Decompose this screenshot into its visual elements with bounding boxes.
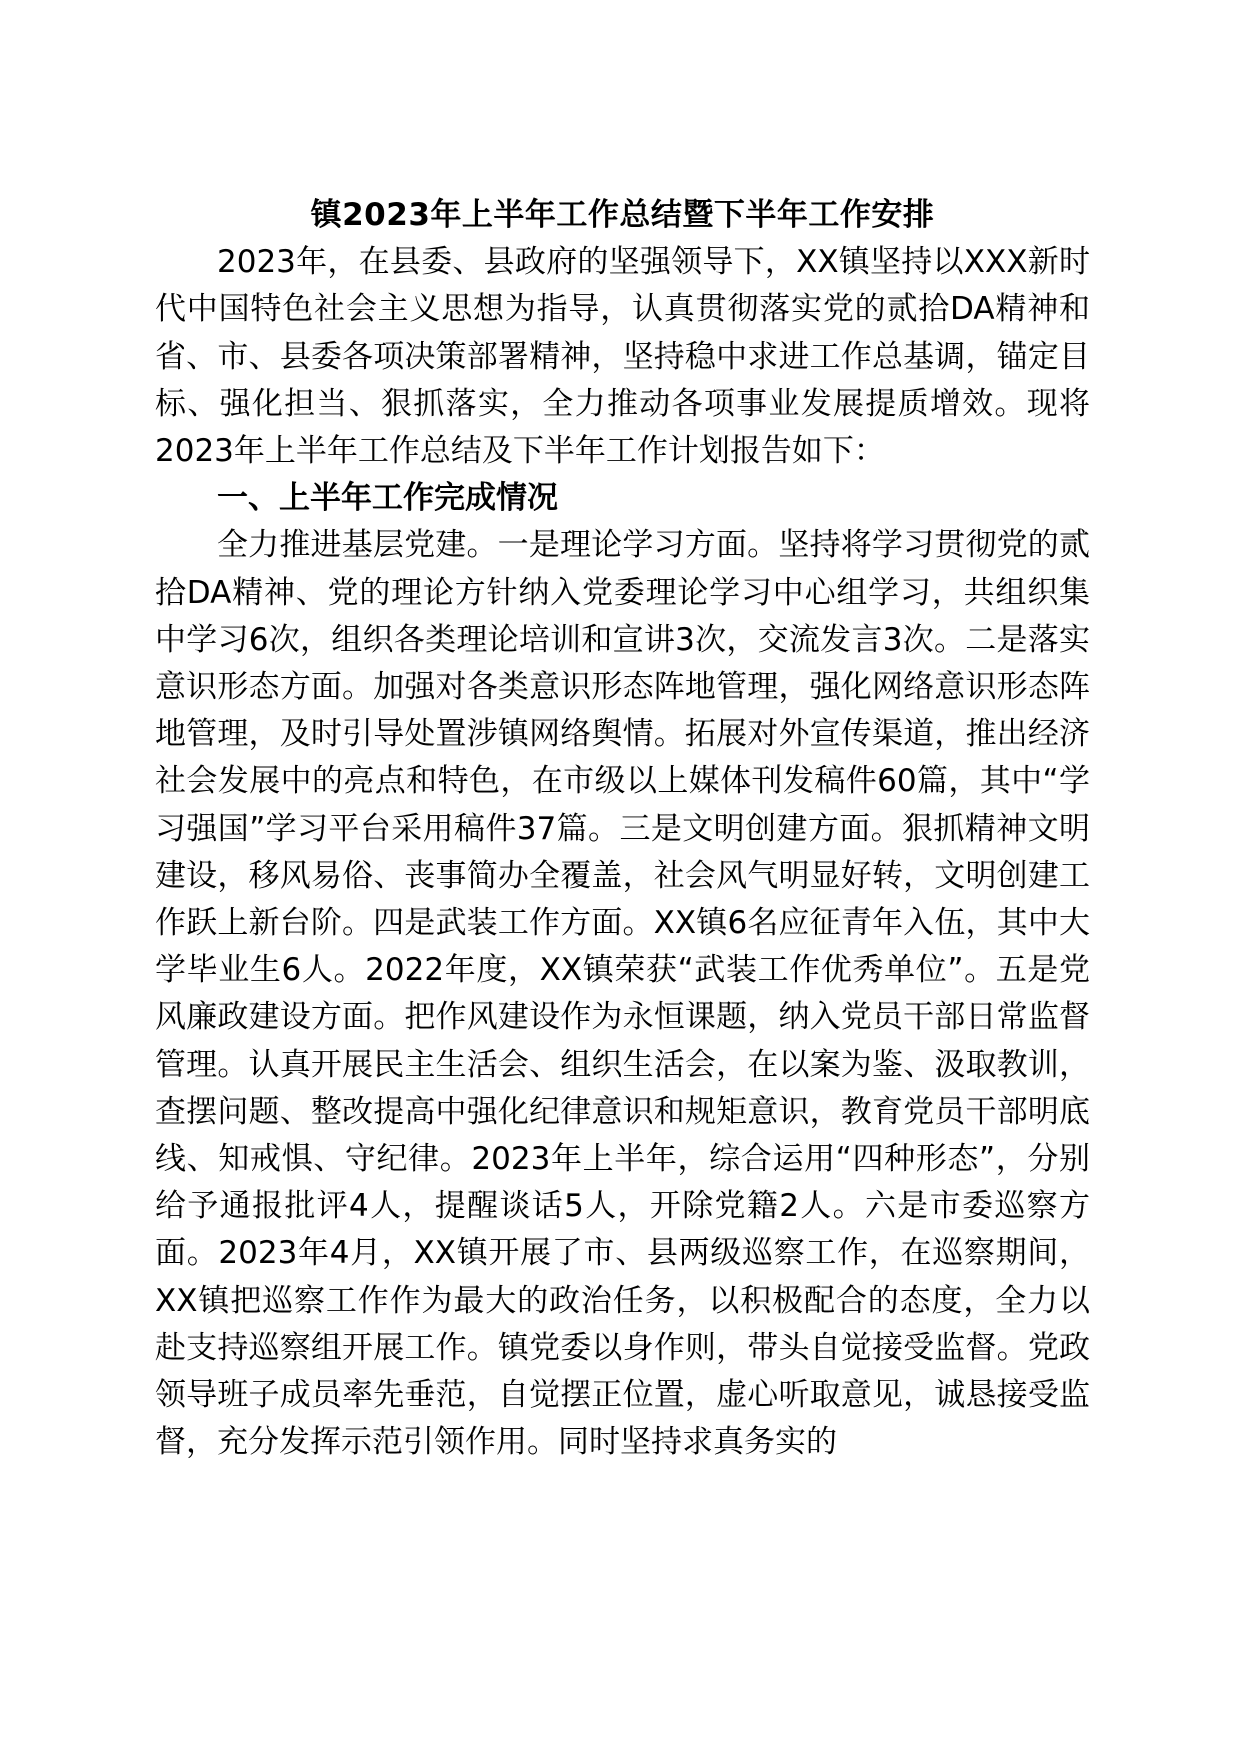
document-body xyxy=(155,192,1090,1466)
section-paragraph: 全力推进基层党建。一是理论学习方面。坚持将学习贯彻党的贰拾DA精神、党的理论方针纳入党委理论学习中心组学习，共组织集中学习6次，组织各类理论培训和宣讲3次，交流发言3次。二是落实意识形态方面。加强对各类意识形态阵地管理，强化网络意识形态阵地管理，及时引导处置涉镇网络舆情。拓展对外宣传渠道，推出经济社会发展中的亮点和特色，在市级以上媒体刊发稿件60篇，其中“学习强国”学习平台采用稿件37篇。三是文明创建方面。狠抓精神文明建设，移风易俗、丧事简办全覆盖，社会风气明显好转，文明创建工作跃上新台阶。四是武装工作方面。XX镇6名应征青年入伍，其中大学毕业生6人。2022年度，XX镇荣获“武装工作优秀单位”。五是党风廉政建设方面。把作风建设作为永恒课题，纳入党员干部日常监督管理。认真开展民主生活会、组织生活会，在以案为鉴、汲取教训，查摆问题、整改提高中强化纪律意识和规矩意识，教育党员干部明底线、知戒惧、守纪律。2023年上半年，综合运用“四种形态”，分别给予通报批评4人，提醒谈话5人，开除党籍2人。六是市委巡察方面。2023年4月，XX镇开展了市、县两级巡察工作，在巡察期间，XX镇把巡察工作作为最大的政治任务，以积极配合的态度，全力以赴支持巡察组开展工作。镇党委以身作则，带头自觉接受监督。党政领导班子成员率先垂范，自觉摆正位置，虚心听取意见，诚恳接受监督，充分发挥示范引领作用。同时坚持求真务实的 xyxy=(155,527,1090,1461)
section-heading: 一、上半年工作完成情况 xyxy=(217,480,558,517)
document-title: 镇2023年上半年工作总结暨下半年工作安排 xyxy=(310,197,935,233)
intro-paragraph: 2023年，在县委、县政府的坚强领导下，XX镇坚持以XXX新时代中国特色社会主义思想为指导，认真贯彻落实党的贰拾DA精神和省、市、县委各项决策部署精神，坚持稳中求进工作总基调，锚定目标、强化担当、狠抓落实，全力推动各项事业发展提质增效。现将2023年上半年工作总结及下半年工作计划报告如下： xyxy=(155,244,1090,470)
